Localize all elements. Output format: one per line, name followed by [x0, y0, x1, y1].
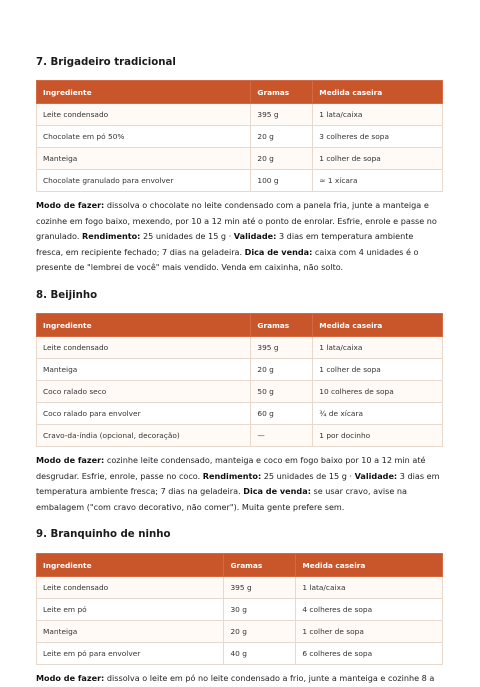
table-row — [37, 643, 443, 665]
section-title-branquinho: 9. Branquinho de ninho — [36, 529, 171, 540]
table-cell: 50 g — [251, 381, 313, 403]
note-text: dissolva o chocolate no leite condensado com a panela fria, junte a manteiga e cozinhe em fogo baixo, mexendo, por 10 a 12 min até o ponto de enrolar. Esfrie, enrole e passe no granulado. — [36, 200, 437, 241]
column-header: Gramas — [224, 554, 296, 577]
note-label: Dica de venda: — [243, 486, 311, 496]
table-cell: Manteiga — [37, 621, 224, 643]
table-cell: 30 g — [224, 599, 296, 621]
table-cell: Leite em pó — [37, 599, 224, 621]
table-header-row — [37, 554, 443, 577]
table-cell: 10 colheres de sopa — [313, 381, 443, 403]
table-cell: 1 lata/caixa — [313, 337, 443, 359]
table-cell: 395 g — [251, 337, 313, 359]
table-cell: 1 lata/caixa — [313, 104, 443, 126]
note-label: Modo de fazer: — [36, 673, 105, 683]
table-cell: Manteiga — [37, 359, 251, 381]
note-label: Rendimento: — [82, 231, 141, 241]
table-cell: ¾ de xícara — [313, 403, 443, 425]
table-row — [37, 337, 443, 359]
column-header: Medida caseira — [313, 314, 443, 337]
table-row — [37, 381, 443, 403]
column-header: Ingrediente — [37, 554, 224, 577]
table-row — [37, 126, 443, 148]
table-cell: 4 colheres de sopa — [296, 599, 443, 621]
table-cell: 395 g — [224, 577, 296, 599]
table-row — [37, 170, 443, 192]
column-header: Ingrediente — [37, 314, 251, 337]
table-cell: 1 colher de sopa — [313, 359, 443, 381]
note-text: 3 dias em temperatura ambiente fresca, em recipiente fechado; 7 dias na geladeira. — [36, 231, 414, 257]
recipe-notes-beijinho — [36, 453, 443, 515]
column-header: Medida caseira — [313, 81, 443, 104]
table-cell: Leite condensado — [37, 577, 224, 599]
table-cell: 20 g — [251, 126, 313, 148]
table-cell: 3 colheres de sopa — [313, 126, 443, 148]
note-label: Validade: — [233, 231, 277, 241]
table-cell: 1 lata/caixa — [296, 577, 443, 599]
table-cell: 1 colher de sopa — [313, 148, 443, 170]
table-row — [37, 599, 443, 621]
table-cell: Cravo-da-índia (opcional, decoração) — [37, 425, 251, 447]
column-header: Ingrediente — [37, 81, 251, 104]
table-row — [37, 359, 443, 381]
table-cell: 20 g — [224, 621, 296, 643]
note-text: cozinhe leite condensado, manteiga e coco em fogo baixo por 10 a 12 min até desgrudar. Esfrie, enrole, passe no coco. — [36, 455, 426, 481]
note-label: Dica de venda: — [244, 246, 313, 257]
table-cell: 20 g — [251, 148, 313, 170]
note-text: se usar cravo, avise na embalagem ("com cravo decorativo, não comer"). Muita gente prefere sem. — [36, 486, 407, 512]
note-label: Modo de fazer: — [36, 455, 105, 465]
table-cell: Manteiga — [37, 148, 251, 170]
table-cell: — — [251, 425, 313, 447]
table-cell: Coco ralado para envolver — [37, 403, 251, 425]
ingredient-table-brigadeiro — [36, 80, 443, 192]
table-cell: Leite condensado — [37, 337, 251, 359]
recipe-notes-brigadeiro — [36, 198, 443, 276]
note-text: 3 dias em temperatura ambiente fresca; 7 dias na geladeira. — [36, 470, 440, 496]
column-header: Gramas — [251, 81, 313, 104]
section-title-brigadeiro: 7. Brigadeiro tradicional — [36, 57, 176, 68]
table-cell: Leite em pó para envolver — [37, 643, 224, 665]
column-header: Medida caseira — [296, 554, 443, 577]
table-cell: Leite condensado — [37, 104, 251, 126]
table-row — [37, 425, 443, 447]
table-cell: 1 por docinho — [313, 425, 443, 447]
ingredient-table-beijinho — [36, 313, 443, 447]
note-label: Validade: — [354, 470, 398, 481]
table-cell: 395 g — [251, 104, 313, 126]
table-row — [37, 403, 443, 425]
table-cell: Coco ralado seco — [37, 381, 251, 403]
table-cell: ≈ 1 xícara — [313, 170, 443, 192]
note-text: 25 unidades de 15 g · — [261, 470, 355, 481]
table-row — [37, 104, 443, 126]
table-cell: 6 colheres de sopa — [296, 643, 443, 665]
section-title-beijinho: 8. Beijinho — [36, 290, 98, 301]
table-cell: Chocolate em pó 50% — [37, 126, 251, 148]
ingredient-table-branquinho — [36, 553, 443, 665]
table-cell: 100 g — [251, 170, 313, 192]
table-row — [37, 148, 443, 170]
column-header: Gramas — [251, 314, 313, 337]
table-header-row — [37, 314, 443, 337]
table-cell: 40 g — [224, 643, 296, 665]
note-label: Rendimento: — [202, 470, 262, 481]
table-cell: 1 colher de sopa — [296, 621, 443, 643]
note-text: caixa com 4 unidades é o presente de "lembrei de você" mais vendido. Venda em caixinha, não solto. — [36, 246, 419, 272]
table-row — [37, 621, 443, 643]
table-cell: 20 g — [251, 359, 313, 381]
note-label: Modo de fazer: — [36, 200, 105, 210]
table-row — [37, 577, 443, 599]
table-cell: 60 g — [251, 403, 313, 425]
table-cell: Chocolate granulado para envolver — [37, 170, 251, 192]
note-text: dissolva o leite em pó no leite condensado a frio, junte a manteiga e cozinhe 8 a — [104, 673, 435, 683]
note-text: 25 unidades de 15 g · — [140, 231, 234, 241]
table-header-row — [37, 81, 443, 104]
